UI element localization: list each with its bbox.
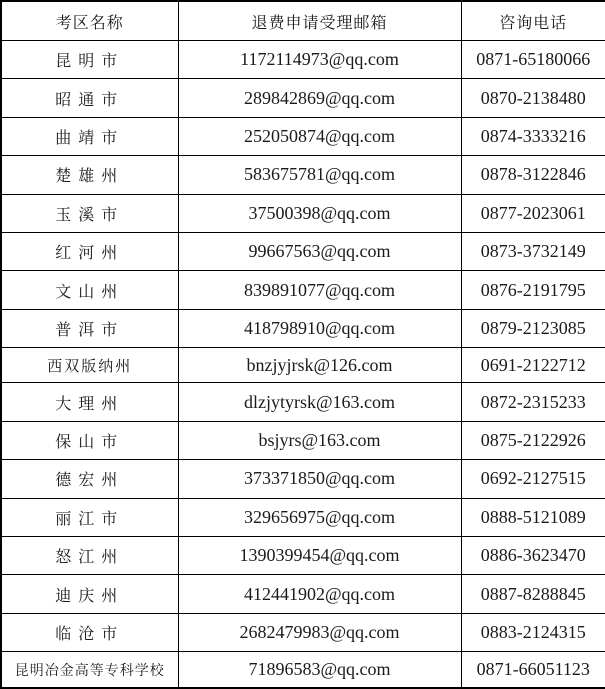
area-name-cell: 大理州 — [1, 383, 178, 421]
consult-phone-cell: 0874-3333216 — [461, 117, 605, 155]
header-refund-email: 退费申请受理邮箱 — [178, 1, 461, 41]
consult-phone-cell: 0879-2123085 — [461, 309, 605, 347]
area-name-cell: 昭通市 — [1, 79, 178, 117]
table-row — [1, 194, 605, 232]
refund-email-cell: 583675781@qq.com — [178, 156, 461, 194]
consult-phone-cell: 0872-2315233 — [461, 383, 605, 421]
table-row — [1, 271, 605, 309]
area-name-cell: 曲靖市 — [1, 117, 178, 155]
area-name-cell: 玉溪市 — [1, 194, 178, 232]
area-name-cell: 西双版纳州 — [1, 348, 178, 383]
refund-email-cell: 37500398@qq.com — [178, 194, 461, 232]
consult-phone-cell: 0871-65180066 — [461, 41, 605, 79]
refund-email-cell: 99667563@qq.com — [178, 233, 461, 271]
consult-phone-cell: 0692-2127515 — [461, 460, 605, 498]
area-name-cell: 红河州 — [1, 233, 178, 271]
area-name-cell: 昆明冶金高等专科学校 — [1, 652, 178, 688]
header-row — [1, 1, 605, 41]
table-row — [1, 575, 605, 613]
consult-phone-cell: 0878-3122846 — [461, 156, 605, 194]
refund-email-cell: bnzjyjrsk@126.com — [178, 348, 461, 383]
header-consult-phone: 咨询电话 — [461, 1, 605, 41]
table-row — [1, 233, 605, 271]
table-row — [1, 41, 605, 79]
consult-phone-cell: 0691-2122712 — [461, 348, 605, 383]
table-body — [1, 41, 605, 689]
table-row — [1, 348, 605, 383]
area-name-cell: 楚雄州 — [1, 156, 178, 194]
refund-email-cell: 252050874@qq.com — [178, 117, 461, 155]
consult-phone-cell: 0873-3732149 — [461, 233, 605, 271]
consult-phone-cell: 0888-5121089 — [461, 498, 605, 536]
refund-email-cell: bsjyrs@163.com — [178, 421, 461, 459]
table-row — [1, 117, 605, 155]
area-name-cell: 文山州 — [1, 271, 178, 309]
table-row — [1, 79, 605, 117]
area-name-cell: 昆明市 — [1, 41, 178, 79]
area-name-cell: 普洱市 — [1, 309, 178, 347]
refund-email-cell: 1390399454@qq.com — [178, 537, 461, 575]
refund-email-cell: 1172114973@qq.com — [178, 41, 461, 79]
area-name-cell: 临沧市 — [1, 613, 178, 651]
area-name-cell: 迪庆州 — [1, 575, 178, 613]
table-row — [1, 537, 605, 575]
refund-email-cell: 2682479983@qq.com — [178, 613, 461, 651]
table-row — [1, 421, 605, 459]
header-area-name: 考区名称 — [1, 1, 178, 41]
refund-email-cell: 373371850@qq.com — [178, 460, 461, 498]
refund-email-cell: 289842869@qq.com — [178, 79, 461, 117]
refund-email-cell: 71896583@qq.com — [178, 652, 461, 688]
refund-email-cell: dlzjytyrsk@163.com — [178, 383, 461, 421]
table-row — [1, 498, 605, 536]
table-row — [1, 309, 605, 347]
consult-phone-cell: 0887-8288845 — [461, 575, 605, 613]
table-row — [1, 613, 605, 651]
table-row — [1, 652, 605, 688]
consult-phone-cell: 0870-2138480 — [461, 79, 605, 117]
consult-phone-cell: 0877-2023061 — [461, 194, 605, 232]
consult-phone-cell: 0871-66051123 — [461, 652, 605, 688]
consult-phone-cell: 0883-2124315 — [461, 613, 605, 651]
refund-email-cell: 418798910@qq.com — [178, 309, 461, 347]
area-name-cell: 保山市 — [1, 421, 178, 459]
consult-phone-cell: 0886-3623470 — [461, 537, 605, 575]
area-name-cell: 丽江市 — [1, 498, 178, 536]
table-row — [1, 460, 605, 498]
refund-email-cell: 329656975@qq.com — [178, 498, 461, 536]
area-name-cell: 德宏州 — [1, 460, 178, 498]
table-header — [1, 1, 605, 41]
refund-email-cell: 412441902@qq.com — [178, 575, 461, 613]
consult-phone-cell: 0876-2191795 — [461, 271, 605, 309]
consult-phone-cell: 0875-2122926 — [461, 421, 605, 459]
refund-email-cell: 839891077@qq.com — [178, 271, 461, 309]
table-row — [1, 383, 605, 421]
table-row — [1, 156, 605, 194]
area-name-cell: 怒江州 — [1, 537, 178, 575]
